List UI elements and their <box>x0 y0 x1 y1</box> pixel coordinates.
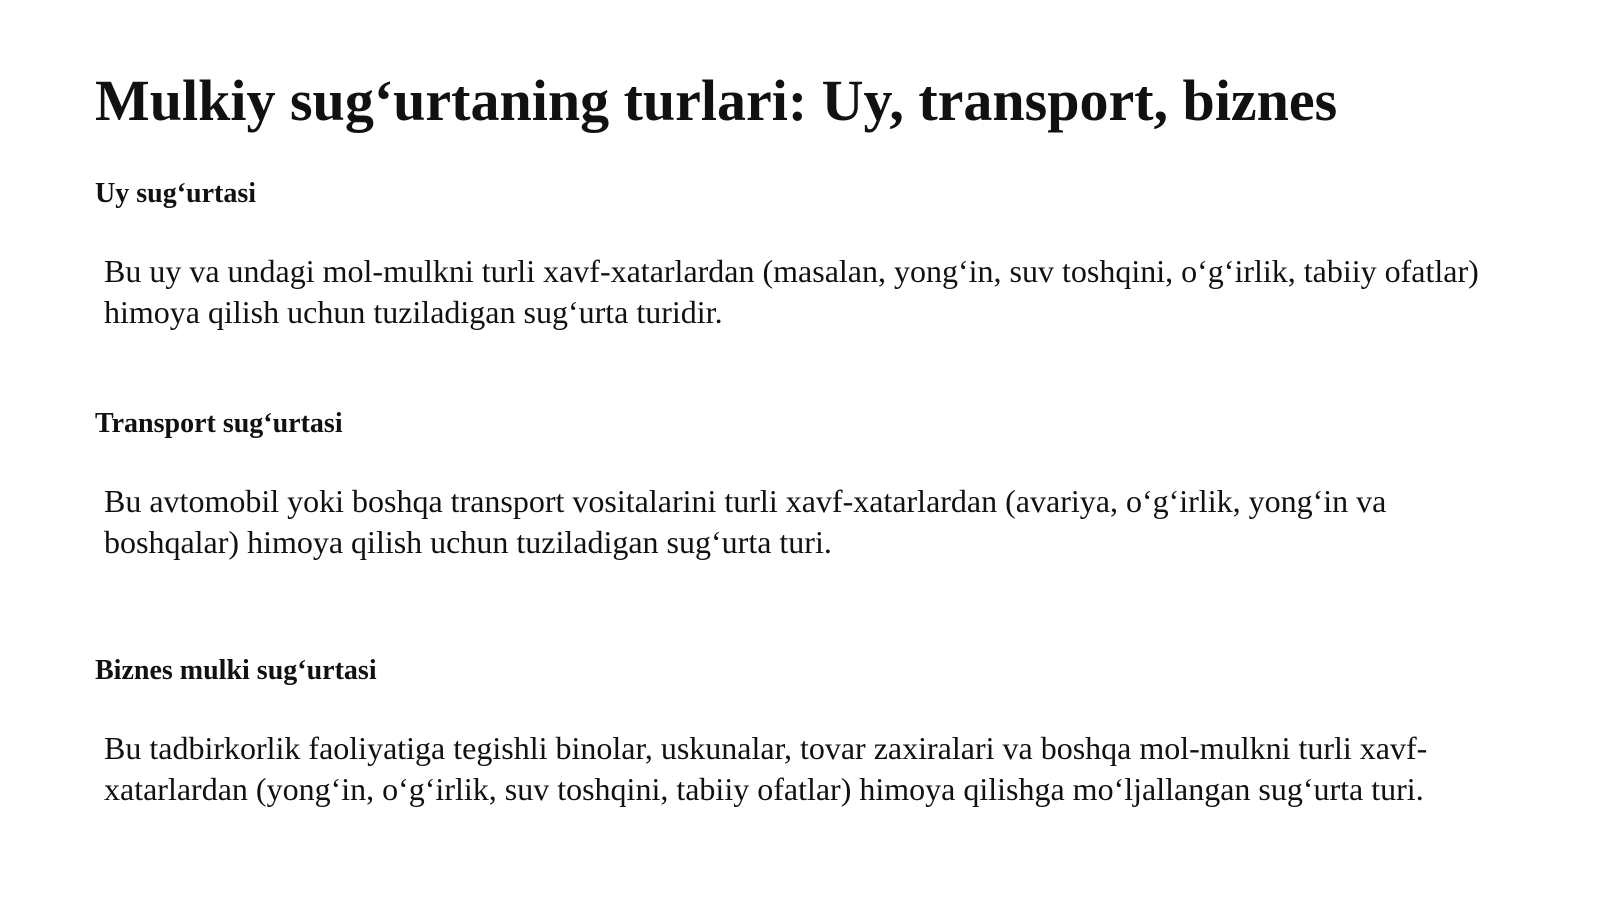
section-heading-business-insurance: Biznes mulki sug‘urtasi <box>95 655 377 686</box>
section-text-transport-insurance: Bu avtomobil yoki boshqa transport vositalarini turli xavf-xatarlardan (avariya, o‘g‘irlik, yong‘in va boshqalar) himoya qilish uchun tuziladigan sug‘urta turi. <box>104 483 1387 560</box>
section-text-business-insurance: Bu tadbirkorlik faoliyatiga tegishli binolar, uskunalar, tovar zaxiralari va boshqa mol-mulkni turli xavf-xatarlardan (yong‘in, o‘g‘irlik, suv toshqini, tabiiy ofatlar) himoya qilishga mo‘ljallangan sug‘urta turi. <box>104 730 1428 807</box>
section-heading-transport-insurance: Transport sug‘urtasi <box>95 408 343 439</box>
slide-title: Mulkiy sug‘urtaning turlari: Uy, transport, biznes <box>95 68 1338 133</box>
section-heading-home-insurance: Uy sug‘urtasi <box>95 178 257 209</box>
section-text-home-insurance: Bu uy va undagi mol-mulkni turli xavf-xatarlardan (masalan, yong‘in, suv toshqini, o‘g‘irlik, tabiiy ofatlar) himoya qilish uchun tuziladigan sug‘urta turidir. <box>104 253 1479 330</box>
